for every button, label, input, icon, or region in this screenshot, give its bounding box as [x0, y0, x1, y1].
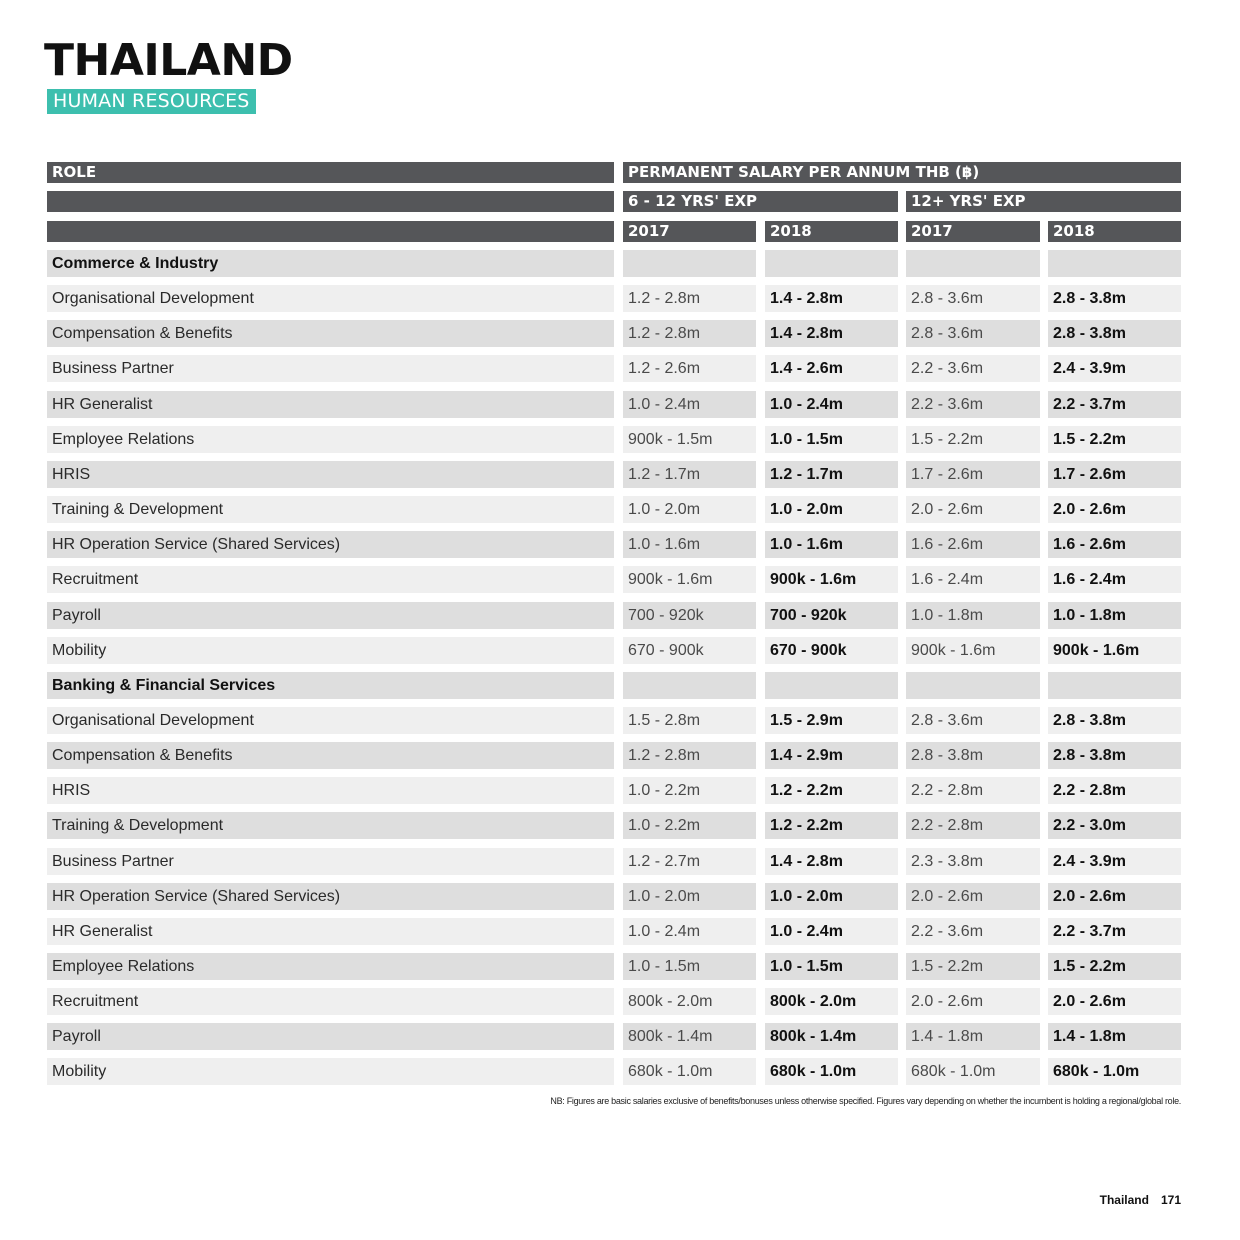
table-row — [0, 777, 1240, 804]
salary-12-plus-2017 — [906, 250, 1040, 277]
salary-6-12-2018: 1.0 - 2.4m — [765, 918, 898, 945]
salary-6-12-2017: 1.0 - 2.0m — [623, 496, 756, 523]
header-year-a-2018: 2018 — [765, 221, 898, 242]
salary-12-plus-2018: 1.5 - 2.2m — [1048, 953, 1181, 980]
salary-6-12-2017: 900k - 1.6m — [623, 566, 756, 593]
role-cell: HR Operation Service (Shared Services) — [47, 883, 614, 910]
salary-6-12-2017: 1.2 - 2.6m — [623, 355, 756, 382]
salary-6-12-2017: 1.0 - 2.4m — [623, 391, 756, 418]
salary-6-12-2018: 1.0 - 1.6m — [765, 531, 898, 558]
role-cell: Mobility — [47, 1058, 614, 1085]
salary-12-plus-2017: 1.6 - 2.6m — [906, 531, 1040, 558]
salary-6-12-2018: 1.0 - 1.5m — [765, 953, 898, 980]
salary-12-plus-2018: 2.2 - 3.7m — [1048, 918, 1181, 945]
table-row — [0, 320, 1240, 347]
salary-12-plus-2017: 2.0 - 2.6m — [906, 496, 1040, 523]
table-row — [0, 1023, 1240, 1050]
salary-12-plus-2018: 1.5 - 2.2m — [1048, 426, 1181, 453]
salary-6-12-2018: 1.0 - 2.0m — [765, 496, 898, 523]
salary-6-12-2018: 680k - 1.0m — [765, 1058, 898, 1085]
table-row — [0, 742, 1240, 769]
salary-6-12-2018: 1.4 - 2.8m — [765, 320, 898, 347]
salary-12-plus-2017: 2.8 - 3.8m — [906, 742, 1040, 769]
role-cell: Compensation & Benefits — [47, 742, 614, 769]
salary-6-12-2017: 1.5 - 2.8m — [623, 707, 756, 734]
page-number: 171 — [1160, 1193, 1181, 1207]
table-row — [0, 285, 1240, 312]
header-exp-12-plus: 12+ YRS' EXP — [906, 191, 1181, 212]
salary-12-plus-2018: 1.0 - 1.8m — [1048, 602, 1181, 629]
salary-6-12-2017: 1.2 - 2.7m — [623, 848, 756, 875]
footer-label: Thailand — [1099, 1193, 1149, 1207]
salary-6-12-2017: 1.0 - 2.2m — [623, 777, 756, 804]
salary-12-plus-2017: 1.0 - 1.8m — [906, 602, 1040, 629]
table-row — [0, 918, 1240, 945]
salary-12-plus-2018: 2.2 - 3.7m — [1048, 391, 1181, 418]
role-cell: Recruitment — [47, 566, 614, 593]
table-row — [0, 637, 1240, 664]
salary-6-12-2017: 800k - 2.0m — [623, 988, 756, 1015]
salary-12-plus-2018: 1.4 - 1.8m — [1048, 1023, 1181, 1050]
page-footer — [1100, 1193, 1181, 1207]
salary-12-plus-2017: 2.8 - 3.6m — [906, 320, 1040, 347]
role-cell: Training & Development — [47, 496, 614, 523]
salary-6-12-2018: 1.4 - 2.8m — [765, 285, 898, 312]
header-exp-6-12: 6 - 12 YRS' EXP — [623, 191, 898, 212]
salary-12-plus-2018: 2.0 - 2.6m — [1048, 988, 1181, 1015]
salary-6-12-2018: 670 - 900k — [765, 637, 898, 664]
salary-12-plus-2018: 2.8 - 3.8m — [1048, 707, 1181, 734]
salary-6-12-2017: 1.0 - 1.5m — [623, 953, 756, 980]
table-row — [0, 848, 1240, 875]
role-cell: HR Generalist — [47, 918, 614, 945]
section-heading: Banking & Financial Services — [47, 672, 614, 699]
table-row — [0, 602, 1240, 629]
salary-12-plus-2017: 1.5 - 2.2m — [906, 426, 1040, 453]
role-cell: Training & Development — [47, 812, 614, 839]
salary-6-12-2017: 1.0 - 1.6m — [623, 531, 756, 558]
salary-6-12-2017 — [623, 250, 756, 277]
salary-12-plus-2017: 1.4 - 1.8m — [906, 1023, 1040, 1050]
role-cell: Employee Relations — [47, 953, 614, 980]
salary-12-plus-2017: 1.7 - 2.6m — [906, 461, 1040, 488]
salary-6-12-2017: 1.2 - 1.7m — [623, 461, 756, 488]
table-row — [0, 391, 1240, 418]
salary-12-plus-2017: 2.2 - 3.6m — [906, 918, 1040, 945]
salary-6-12-2017: 670 - 900k — [623, 637, 756, 664]
salary-12-plus-2017: 900k - 1.6m — [906, 637, 1040, 664]
salary-6-12-2018: 1.5 - 2.9m — [765, 707, 898, 734]
salary-12-plus-2017: 2.2 - 3.6m — [906, 355, 1040, 382]
salary-12-plus-2018 — [1048, 250, 1181, 277]
salary-12-plus-2018: 2.8 - 3.8m — [1048, 285, 1181, 312]
salary-6-12-2018: 800k - 2.0m — [765, 988, 898, 1015]
salary-12-plus-2018: 680k - 1.0m — [1048, 1058, 1181, 1085]
section-heading: Commerce & Industry — [47, 250, 614, 277]
page-title: THAILAND — [44, 35, 293, 86]
salary-12-plus-2017: 2.8 - 3.6m — [906, 285, 1040, 312]
salary-12-plus-2017: 2.3 - 3.8m — [906, 848, 1040, 875]
salary-12-plus-2018: 2.8 - 3.8m — [1048, 320, 1181, 347]
salary-12-plus-2018: 1.6 - 2.4m — [1048, 566, 1181, 593]
table-row — [0, 531, 1240, 558]
salary-6-12-2017: 900k - 1.5m — [623, 426, 756, 453]
salary-12-plus-2017 — [906, 672, 1040, 699]
table-row — [0, 883, 1240, 910]
salary-12-plus-2018: 1.6 - 2.6m — [1048, 531, 1181, 558]
salary-12-plus-2018: 2.4 - 3.9m — [1048, 355, 1181, 382]
role-cell: HR Operation Service (Shared Services) — [47, 531, 614, 558]
role-cell: HRIS — [47, 777, 614, 804]
salary-6-12-2017: 800k - 1.4m — [623, 1023, 756, 1050]
role-cell: Business Partner — [47, 355, 614, 382]
role-cell: Mobility — [47, 637, 614, 664]
salary-12-plus-2018: 2.0 - 2.6m — [1048, 883, 1181, 910]
salary-12-plus-2018: 2.2 - 3.0m — [1048, 812, 1181, 839]
salary-6-12-2017: 1.0 - 2.0m — [623, 883, 756, 910]
salary-12-plus-2017: 2.2 - 3.6m — [906, 391, 1040, 418]
salary-6-12-2018: 1.2 - 1.7m — [765, 461, 898, 488]
role-cell: HRIS — [47, 461, 614, 488]
salary-6-12-2018: 1.0 - 1.5m — [765, 426, 898, 453]
table-row — [0, 426, 1240, 453]
salary-12-plus-2018 — [1048, 672, 1181, 699]
salary-6-12-2018: 1.0 - 2.0m — [765, 883, 898, 910]
salary-6-12-2018 — [765, 672, 898, 699]
table-row — [0, 355, 1240, 382]
header-blank-2 — [47, 191, 614, 212]
role-cell: HR Generalist — [47, 391, 614, 418]
salary-6-12-2018: 800k - 1.4m — [765, 1023, 898, 1050]
salary-12-plus-2017: 2.0 - 2.6m — [906, 988, 1040, 1015]
header-year-b-2017: 2017 — [906, 221, 1040, 242]
salary-12-plus-2017: 1.5 - 2.2m — [906, 953, 1040, 980]
salary-6-12-2017: 700 - 920k — [623, 602, 756, 629]
role-cell: Organisational Development — [47, 285, 614, 312]
table-row — [0, 1058, 1240, 1085]
table-row — [0, 707, 1240, 734]
salary-6-12-2018: 1.4 - 2.9m — [765, 742, 898, 769]
salary-6-12-2018: 1.4 - 2.8m — [765, 848, 898, 875]
salary-6-12-2017: 1.2 - 2.8m — [623, 320, 756, 347]
table-row — [0, 988, 1240, 1015]
salary-12-plus-2017: 2.8 - 3.6m — [906, 707, 1040, 734]
salary-12-plus-2017: 680k - 1.0m — [906, 1058, 1040, 1085]
salary-12-plus-2018: 2.2 - 2.8m — [1048, 777, 1181, 804]
role-cell: Recruitment — [47, 988, 614, 1015]
salary-6-12-2017: 1.2 - 2.8m — [623, 285, 756, 312]
section-row — [0, 672, 1240, 699]
salary-6-12-2017: 1.0 - 2.4m — [623, 918, 756, 945]
salary-6-12-2018: 1.2 - 2.2m — [765, 812, 898, 839]
header-role: ROLE — [47, 162, 614, 183]
salary-12-plus-2018: 1.7 - 2.6m — [1048, 461, 1181, 488]
section-row — [0, 250, 1240, 277]
salary-12-plus-2017: 2.2 - 2.8m — [906, 812, 1040, 839]
salary-6-12-2017: 680k - 1.0m — [623, 1058, 756, 1085]
salary-12-plus-2018: 2.8 - 3.8m — [1048, 742, 1181, 769]
salary-12-plus-2018: 2.0 - 2.6m — [1048, 496, 1181, 523]
header-blank-3 — [47, 221, 614, 242]
role-cell: Compensation & Benefits — [47, 320, 614, 347]
salary-12-plus-2018: 2.4 - 3.9m — [1048, 848, 1181, 875]
salary-6-12-2018: 1.0 - 2.4m — [765, 391, 898, 418]
salary-6-12-2018 — [765, 250, 898, 277]
salary-12-plus-2017: 1.6 - 2.4m — [906, 566, 1040, 593]
header-salary: PERMANENT SALARY PER ANNUM THB (฿) — [623, 162, 1181, 183]
footnote: NB: Figures are basic salaries exclusive of benefits/bonuses unless otherwise specified. Figures vary depending on whether the incumbent is holding a regional/global role. — [550, 1096, 1181, 1106]
table-row — [0, 496, 1240, 523]
salary-12-plus-2017: 2.0 - 2.6m — [906, 883, 1040, 910]
salary-12-plus-2017: 2.2 - 2.8m — [906, 777, 1040, 804]
table-row — [0, 566, 1240, 593]
salary-6-12-2018: 1.2 - 2.2m — [765, 777, 898, 804]
table-row — [0, 461, 1240, 488]
salary-6-12-2018: 900k - 1.6m — [765, 566, 898, 593]
salary-6-12-2017: 1.0 - 2.2m — [623, 812, 756, 839]
salary-12-plus-2018: 900k - 1.6m — [1048, 637, 1181, 664]
salary-6-12-2017: 1.2 - 2.8m — [623, 742, 756, 769]
header-year-a-2017: 2017 — [623, 221, 756, 242]
salary-6-12-2017 — [623, 672, 756, 699]
role-cell: Payroll — [47, 602, 614, 629]
header-year-b-2018: 2018 — [1048, 221, 1181, 242]
table-row — [0, 953, 1240, 980]
role-cell: Employee Relations — [47, 426, 614, 453]
table-row — [0, 812, 1240, 839]
salary-6-12-2018: 700 - 920k — [765, 602, 898, 629]
role-cell: Payroll — [47, 1023, 614, 1050]
role-cell: Business Partner — [47, 848, 614, 875]
role-cell: Organisational Development — [47, 707, 614, 734]
salary-6-12-2018: 1.4 - 2.6m — [765, 355, 898, 382]
section-subtitle: HUMAN RESOURCES — [47, 89, 256, 114]
